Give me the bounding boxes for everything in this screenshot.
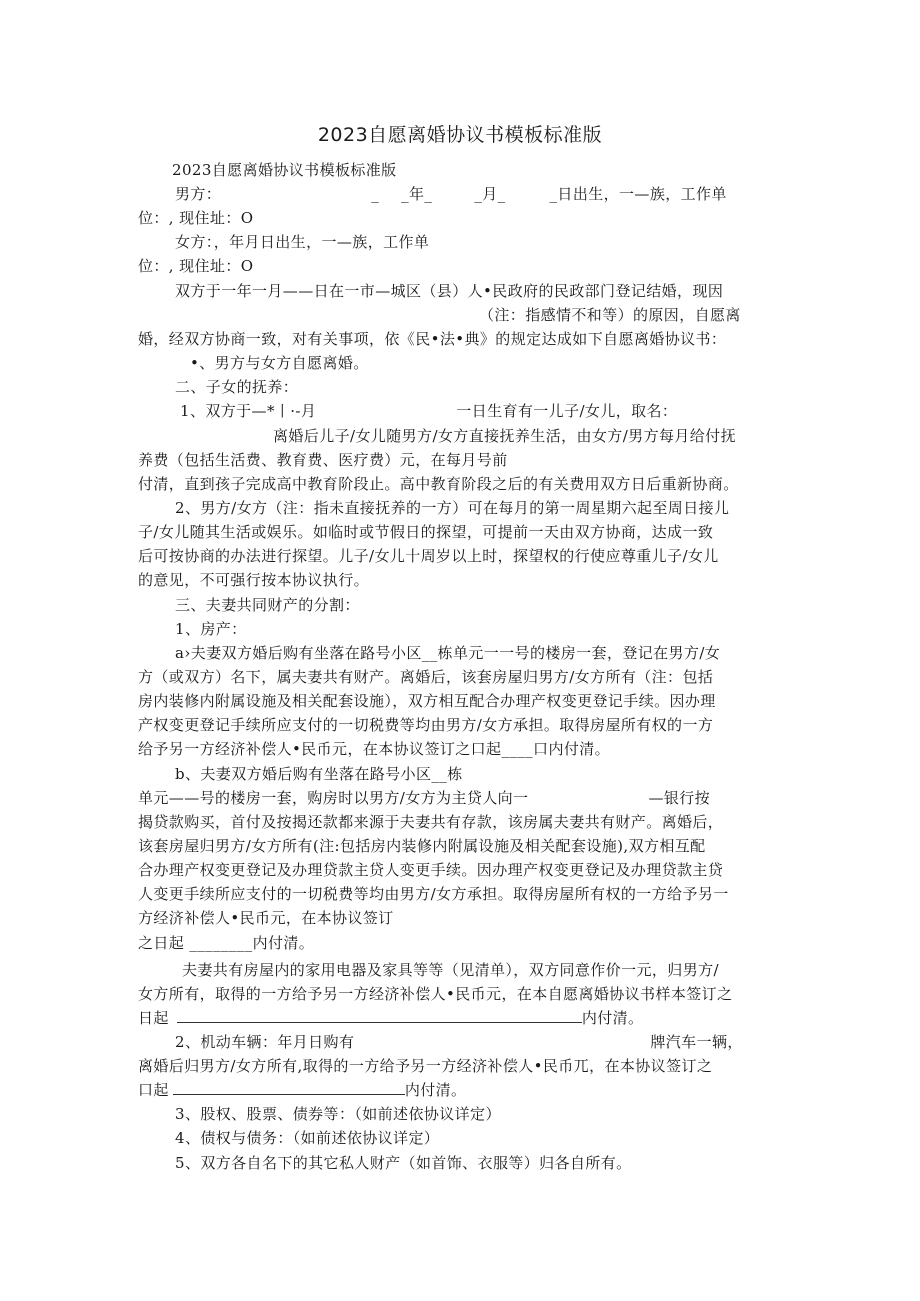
child-line-4: 付清，直到孩子完成高中教育阶段止。高中教育阶段之后的有关费用双方日后重新协商。 — [138, 475, 739, 493]
child-line-1b: 一日生育有一儿子/女儿，取名： — [456, 402, 678, 420]
child-line-1a: 1、双方于—*丨·-月 — [180, 402, 317, 420]
section-1: •、男方与女方自愿离婚。 — [190, 354, 369, 372]
house-a-line-1: a›夫妻双方婚后购有坐落在路号小区__栋单元一一号的楼房一套，登记在男方/女 — [175, 644, 721, 662]
male-label: 男方： — [175, 185, 222, 203]
male-dob-c: _月_ — [474, 185, 506, 203]
house-b-line-2b: —银行按 — [648, 789, 711, 807]
male-address: 位：, 现住址：O — [138, 209, 254, 227]
house-b-line-8: 之日起 ________内付清。 — [138, 934, 315, 952]
visit-line-3: 后可按协商的办法进行探望。儿子/女儿十周岁以上时，探望权的行使应尊重儿子/女儿 — [138, 547, 719, 565]
section-3-heading: 三、夫妻共同财产的分割： — [175, 596, 360, 614]
furniture-line-1: 夫妻共有房屋内的家用电器及家具等等（见清单），双方同意作价一元，归男方/ — [182, 961, 719, 979]
intro-line-3: 婚，经双方协商一致，对有关事项，依《民•法•典》的规定达成如下自愿离婚协议书： — [138, 330, 727, 348]
child-line-3: 养费（包括生活费、教育费、医疗费）元，在每月号前 — [138, 451, 508, 469]
section-2-heading: 二、子女的抚养： — [175, 378, 299, 396]
house-a-line-5: 给予另一方经济补偿人•民币元，在本协议签订之口起____口内付清。 — [138, 740, 611, 758]
male-dob-a: _ — [371, 185, 380, 203]
car-line-3a: 口起 — [138, 1081, 169, 1099]
item-3: 3、股权、股票、债券等：（如前述依协议详定） — [175, 1105, 501, 1123]
house-heading: 1、房产： — [175, 620, 247, 638]
house-b-line-5: 合办理产权变更登记及办理贷款主贷人变更手续。因办理产权变更登记及办理贷款主贷 — [138, 861, 724, 879]
house-b-line-3: 揭贷款购买，首付及按揭还款都来源于夫妻共有存款，该房属夫妻共有财产。离婚后， — [138, 813, 724, 831]
male-dob-d: _日出生，一—族，工作单 — [549, 185, 727, 203]
car-line-1a: 2、机动车辆：年月日购有 — [175, 1033, 355, 1051]
blank-underline — [173, 1080, 405, 1095]
item-5: 5、双方各自名下的其它私人财产（如首饰、衣服等）归各自所有。 — [175, 1154, 632, 1172]
car-line-3b: 内付清。 — [404, 1081, 467, 1099]
car-line-2: 离婚后归男方/女方所有,取得的一方给予另一方经济补偿人•民币兀，在本协议签订之 — [138, 1057, 713, 1075]
house-a-line-4: 产权变更登记手续所应支付的一切税费等均由男方/女方承担。取得房屋所有权的一方 — [138, 716, 714, 734]
house-a-line-3: 房内装修内附属设施及相关配套设施），双方相互配合办理产权变更登记手续。因办理 — [138, 692, 716, 710]
house-a-line-2: 方（或双方）名下，属夫妻共有财产。离婚后，该套房屋归男方/女方所有（注：包括 — [138, 668, 714, 686]
item-4: 4、债权与债务：（如前述依协议详定） — [175, 1129, 440, 1147]
house-b-line-6: 人变更手续所应支付的一切税费等均由男方/女方承担。取得房屋所有权的一方给予另一 — [138, 885, 729, 903]
intro-line-2: （注：指感情不和等）的原因，自愿离 — [479, 306, 741, 324]
car-line-1 — [175, 1032, 743, 1052]
female-line: 女方：，年月日出生，一—族，工作单 — [175, 233, 430, 251]
house-b-line-2a: 单元——号的楼房一套，购房时以男方/女方为主贷人向一 — [138, 789, 529, 807]
furniture-line-3a: 日起 — [138, 1009, 169, 1027]
child-line-2: 离婚后儿子/女儿随男方/女方直接抚养生活，由女方/男方每月给付抚 — [273, 427, 736, 445]
male-dob-b: _年_ — [401, 185, 433, 203]
car-line-3 — [138, 1080, 466, 1100]
document-title: 2023自愿离婚协议书模板标准版 — [317, 124, 603, 146]
furniture-line-3b: 内付清。 — [581, 1009, 644, 1027]
intro-line-1: 双方于一年一月——日在一市—城区（县）人•民政府的民政部门登记结婚，现因 — [175, 282, 724, 300]
house-b-line-4: 该套房屋归男方/女方所有(注:包括房内装修内附属设施及相关配套设施),双方相互配 — [138, 837, 706, 855]
blank-underline — [177, 1008, 582, 1023]
male-line — [175, 184, 727, 204]
house-b-line-7: 方经济补偿人•民币元，在本协议签订 — [138, 909, 394, 927]
furniture-line-3 — [138, 1008, 643, 1028]
furniture-line-2: 女方所有，取得的一方给予另一方经济补偿人•民币元，在本自愿离婚协议书样本签订之 — [138, 985, 733, 1003]
house-b-line-2 — [138, 788, 710, 808]
visit-line-1: 2、男方/女方（注：指未直接抚养的一方）可在每月的第一周星期六起至周日接儿 — [175, 499, 730, 517]
subtitle: 2023自愿离婚协议书模板标准版 — [172, 161, 397, 179]
visit-line-2: 子/女儿随其生活或娱乐。如临时或节假日的探望，可提前一天由双方协商，达成一致 — [138, 523, 714, 541]
child-line-1 — [180, 401, 677, 421]
visit-line-4: 的意见，不可强行按本协议执行。 — [138, 571, 370, 589]
female-address: 位：, 现住址：O — [138, 257, 254, 275]
house-b-line-1: b、夫妻双方婚后购有坐落在路号小区__栋 — [175, 765, 463, 783]
car-line-1b: 牌汽车一辆， — [650, 1033, 743, 1051]
